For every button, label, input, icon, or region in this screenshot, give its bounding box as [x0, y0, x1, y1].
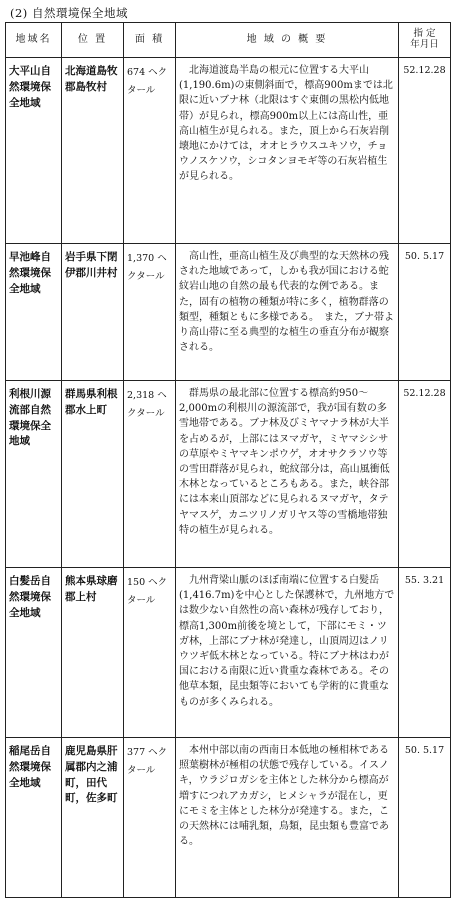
- area-location: 北海道島牧郡島牧村: [62, 58, 124, 244]
- area-name: 早池峰自然環境保全地域: [6, 244, 62, 381]
- area-size: 1,370 ヘクタール: [124, 244, 176, 381]
- area-size: 377 ヘクタール: [124, 738, 176, 898]
- area-name: 大平山自然環境保全地域: [6, 58, 62, 244]
- table-row: [6, 568, 451, 738]
- column-header-name: 地域名: [6, 23, 62, 58]
- designation-date: 55. 3.21: [399, 568, 451, 738]
- column-header-date: 指 定 年月日: [399, 23, 451, 58]
- designation-date: 50. 5.17: [399, 244, 451, 381]
- area-location: 岩手県下閉伊郡川井村: [62, 244, 124, 381]
- table-row: [6, 58, 451, 244]
- area-location: 鹿児島県肝属郡内之浦町，田代町，佐多町: [62, 738, 124, 898]
- area-summary: 九州背梁山脈のほぼ南端に位置する白髪岳(1,416.7m)を中心とした保護林で，九州地方では数少ない自然性の高い森林が残存しており，標高1,300m前後を境として，下部にモミ・ツガ林，上部にブナ林が発達し，山頂周辺はノリウツギ低木林となっている。特にブナ林はわが国における南限に近い貴重な森林である。その他草本類，昆虫類等においても学術的に貴重なものが多くみられる。: [176, 568, 399, 738]
- area-summary: 高山性，亜高山植生及び典型的な天然林の残された地域であって，しかも我が国における蛇紋岩山地の自然の最も代表的な例である。また，固有の植物の種類が特に多く，植物群落の類型，種類ともに多様である。 また，ブナ帯より高山帯に至る典型的な植生の垂直分布が観察される。: [176, 244, 399, 381]
- designation-date: 52.12.28: [399, 58, 451, 244]
- table-row: [6, 244, 451, 381]
- area-size: 150 ヘクタール: [124, 568, 176, 738]
- area-size: 2,318 ヘクタール: [124, 381, 176, 568]
- table-row: [6, 738, 451, 898]
- area-name: 稲尾岳自然環境保全地域: [6, 738, 62, 898]
- designation-date: 50. 5.17: [399, 738, 451, 898]
- area-name: 白髪岳自然環境保全地域: [6, 568, 62, 738]
- protected-areas-table: [5, 22, 451, 898]
- designation-date: 52.12.28: [399, 381, 451, 568]
- column-header-summary: 地 域 の 概 要: [176, 23, 399, 58]
- area-location: 熊本県球磨郡上村: [62, 568, 124, 738]
- table-row: [6, 381, 451, 568]
- area-summary: 群馬県の最北部に位置する標高約950〜2,000mの利根川の源流部で，我が国有数の多雪地帯である。ブナ林及びミヤマナラ林が大半を占めるが，上部にはヌマガヤ，ミヤマシシサの草原やミヤマキンポウゲ，オオサクラソウ等の雪田群落が見られ，蛇紋部分は，高山風衝低木林となっているところもある。また，峡谷部には本来山頂部などに見られるヌマガヤ，タテヤマスゲ，カニツリノガリヤス等の雪橋地帯独特の植生が見られる。: [176, 381, 399, 568]
- area-size: 674 ヘクタール: [124, 58, 176, 244]
- column-header-location: 位 置: [62, 23, 124, 58]
- section-heading: (2) 自然環境保全地域: [10, 6, 128, 20]
- column-header-area: 面 積: [124, 23, 176, 58]
- area-name: 利根川源流部自然環境保全地域: [6, 381, 62, 568]
- area-location: 群馬県利根郡水上町: [62, 381, 124, 568]
- area-summary: 北海道渡島半島の根元に位置する大平山(1,190.6m)の東側斜面で，標高900mまでは北限に近いブナ林（北限はすぐ東側の黒松内低地帯）が見られ，標高900m以上には高山性，亜高山植生が見られる。また，頂上から石灰岩削壊地にかけては，オオヒラウスユキソウ，チョウノスケソウ，シコタンヨモギ等の石灰岩植生が見られる。: [176, 58, 399, 244]
- table-header-row: [6, 23, 451, 58]
- area-summary: 本州中部以南の西南日本低地の極相林である照葉樹林が極相の状態で残存している。イスノキ，ウラジロガシを主体とした林分から標高が増すにつれアカガシ，ヒメシャラが混在し，更にモミを主体とした林分が発達する。また，この天然林には哺乳類，鳥類，昆虫類も豊富である。: [176, 738, 399, 898]
